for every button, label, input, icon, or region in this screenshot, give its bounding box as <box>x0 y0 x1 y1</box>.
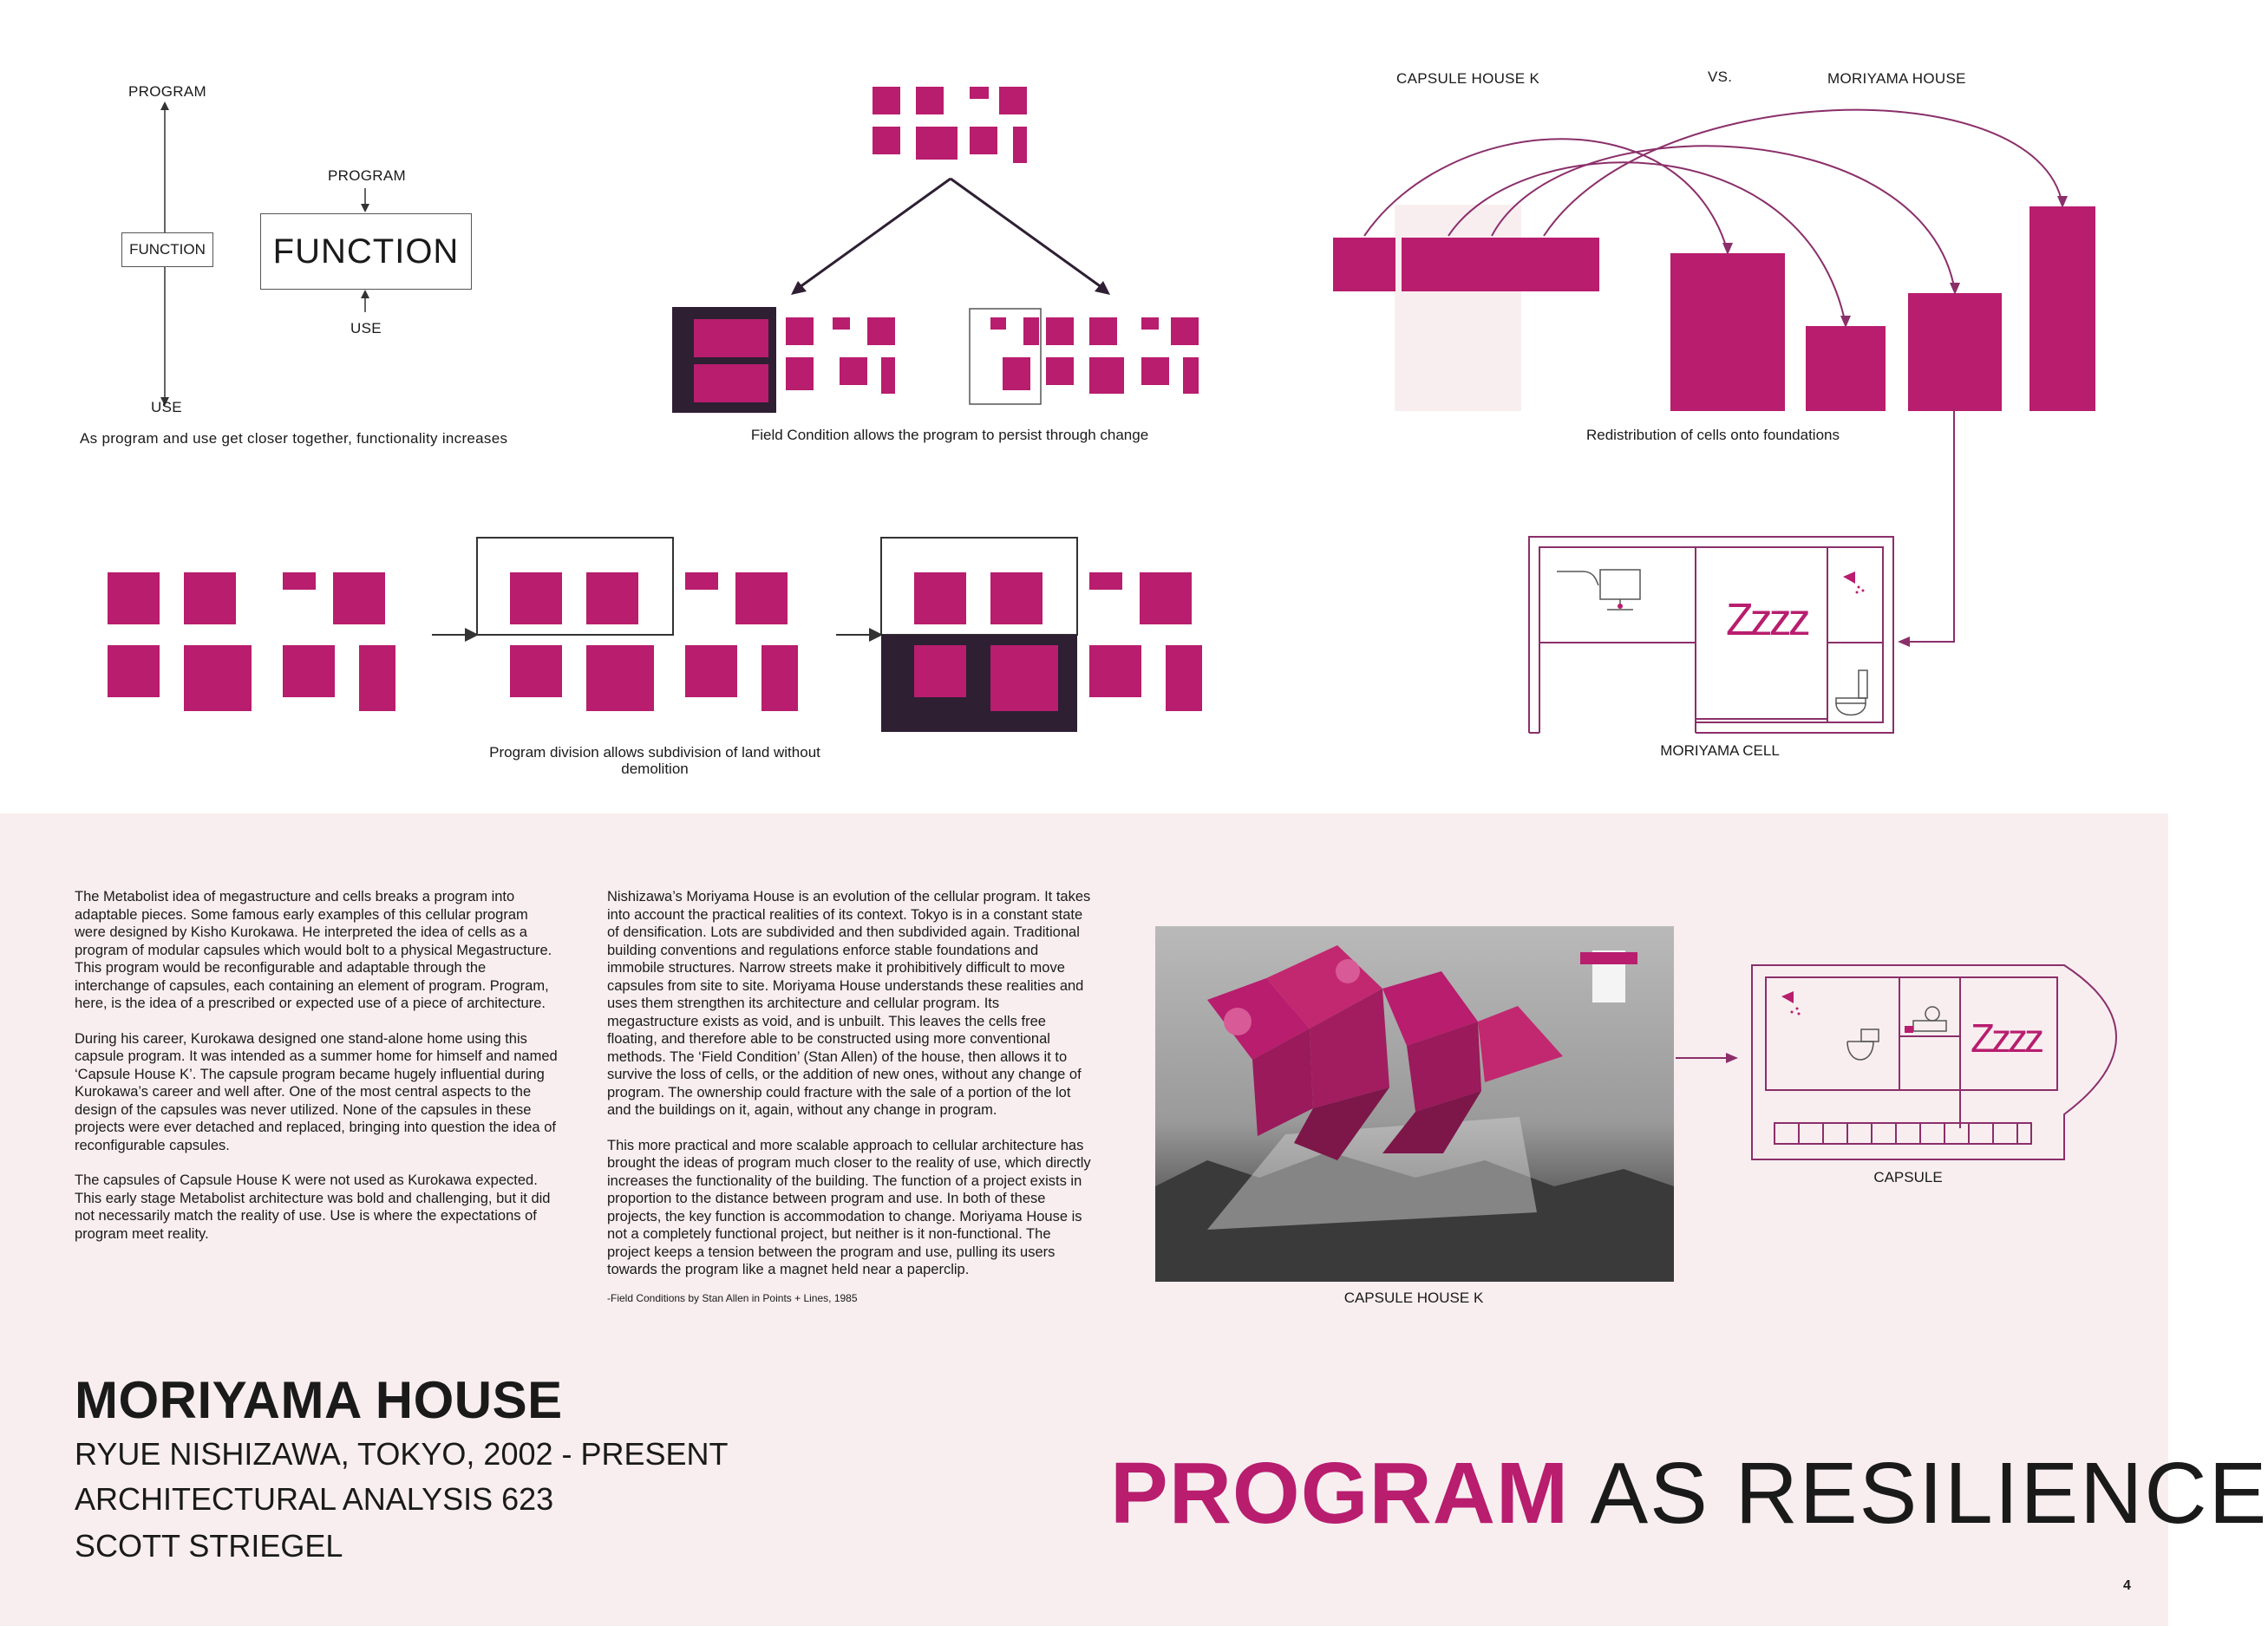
program-arrow <box>356 186 374 214</box>
capsule-plan <box>1743 958 2108 1166</box>
use-small-label: USE <box>350 320 382 336</box>
moriyama-house-label: MORIYAMA HOUSE <box>1827 70 1966 87</box>
function-small-label: FUNCTION <box>129 241 206 258</box>
capsule-house-k-photo <box>1155 926 1674 1282</box>
headline <box>1110 1445 2268 1542</box>
function-big-label: FUNCTION <box>272 232 460 271</box>
photo-to-plan-arrow <box>1674 1049 1743 1067</box>
col2-paragraph-2: This more practical and more scalable approach to cellular architecture has brought the ideas of program much closer to the reality of use, which directly increases the functionality of the building. The function of a project exists in proportion to the distance between program and use. In both of these projects, the key function is accommodation to change. Moriyama House is not a completely functional project, but neither is it non-functional. The project keeps a tension between the program and use, pulling its users towards the program like a magnet held near a paperclip. <box>607 1137 1091 1277</box>
title-line-2: ARCHITECTURAL ANALYSIS 623 <box>75 1481 554 1517</box>
function-big-box <box>260 213 472 290</box>
headline-light: AS RESILIENCE <box>1569 1445 2268 1542</box>
use-arrow <box>356 288 374 314</box>
redistribution-diagram <box>1318 87 2116 425</box>
diagram2-caption: Field Condition allows the program to persist through change <box>750 427 1149 443</box>
field-condition-diagram <box>668 78 1214 425</box>
text-column-1 <box>75 888 560 1243</box>
col2-paragraph-1: Nishizawa’s Moriyama House is an evolution of the cellular program. It takes into account the practical realities of its context. Tokyo is in a constant state of densification. Lots are subdivided and then subdivided again. Traditional building conventions and regulations enforce stable foundations and immobile structures. Narrow streets make it prohibitively difficult to move capsules from site to site. Moriyama House understands these realities and uses them strengthen its architecture and cellular program. Its megastructure exists as void, and is unbuilt. This leaves the cells free floating, and therefore able to be constructed using more conventional methods. The ‘Field Condition’ (Stan Allen) of the house, then allows it to survive the loss of cells, or the addition of new ones, without any change of program. The ownership could fracture with the sale of a portion of the lot and the buildings on it, again, without any change in program. <box>607 889 1091 1118</box>
program-division-diagram <box>95 529 1214 737</box>
diagram1-caption: As program and use get closer together, functionality increases <box>80 430 508 447</box>
title-line-1: RYUE NISHIZAWA, TOKYO, 2002 - PRESENT <box>75 1436 729 1472</box>
text-column-2 <box>607 888 1093 1305</box>
moriyama-cell-caption: MORIYAMA CELL <box>1660 742 1780 759</box>
function-small-box <box>121 232 213 267</box>
use-bottom-label: USE <box>151 399 182 415</box>
vs-label: VS. <box>1708 69 1733 85</box>
capsule-house-k-label: CAPSULE HOUSE K <box>1396 70 1540 87</box>
program-small-label: PROGRAM <box>328 167 406 184</box>
capsule-caption: CAPSULE <box>1873 1169 1943 1185</box>
col1-paragraph-3: The capsules of Capsule House K were not used as Kurokawa expected. This early stage Metabolist architecture was bold and challenging, but it did not necessarily match the reality of use. Use is where the expectations of program meet reality. <box>75 1172 551 1242</box>
page-number: 4 <box>2123 1578 2131 1593</box>
program-top-label: PROGRAM <box>128 83 206 100</box>
col1-paragraph-1: The Metabolist idea of megastructure and cells breaks a program into adaptable pieces. Some famous early examples of this cellular program were designed by Kisho Kurokawa. He interpreted the idea of cells as a program of modular capsules which would bolt to a physical Megastructure. This program would be reconfigurable and adaptable through the interchange of capsules, each containing an element of program. Program, here, is the idea of a prescribed or expected use of a piece of architecture. <box>75 889 552 1011</box>
capsule-house-k-caption: CAPSULE HOUSE K <box>1343 1290 1484 1306</box>
project-title: MORIYAMA HOUSE <box>75 1371 563 1429</box>
capsule-zzz: Zzzz <box>1971 1015 2042 1061</box>
moriyama-cell-plan <box>1522 533 1904 737</box>
title-line-3: SCOTT STRIEGEL <box>75 1528 343 1564</box>
diagram3-caption: Redistribution of cells onto foundations <box>1585 427 1840 443</box>
moriyama-zzz: Zzzz <box>1726 595 1807 645</box>
citation: -Field Conditions by Stan Allen in Points + Lines, 1985 <box>607 1291 858 1304</box>
diagram4-caption: Program division allows subdivision of land without demolition <box>489 744 820 777</box>
col1-paragraph-2: During his career, Kurokawa designed one stand-alone home using this capsule program. It was intended as a summer home for himself and named ‘Capsule House K’. The capsule program became hugely influential during Kurokawa’s career and well after. One of the most central aspects to the design of the capsules was never utilized. None of the capsules in these projects were ever detached and replaced, bringing into question the idea of reconfigurable capsules. <box>75 1030 558 1153</box>
headline-bold: PROGRAM <box>1110 1445 1570 1542</box>
photo-illustration <box>1155 926 1674 1282</box>
